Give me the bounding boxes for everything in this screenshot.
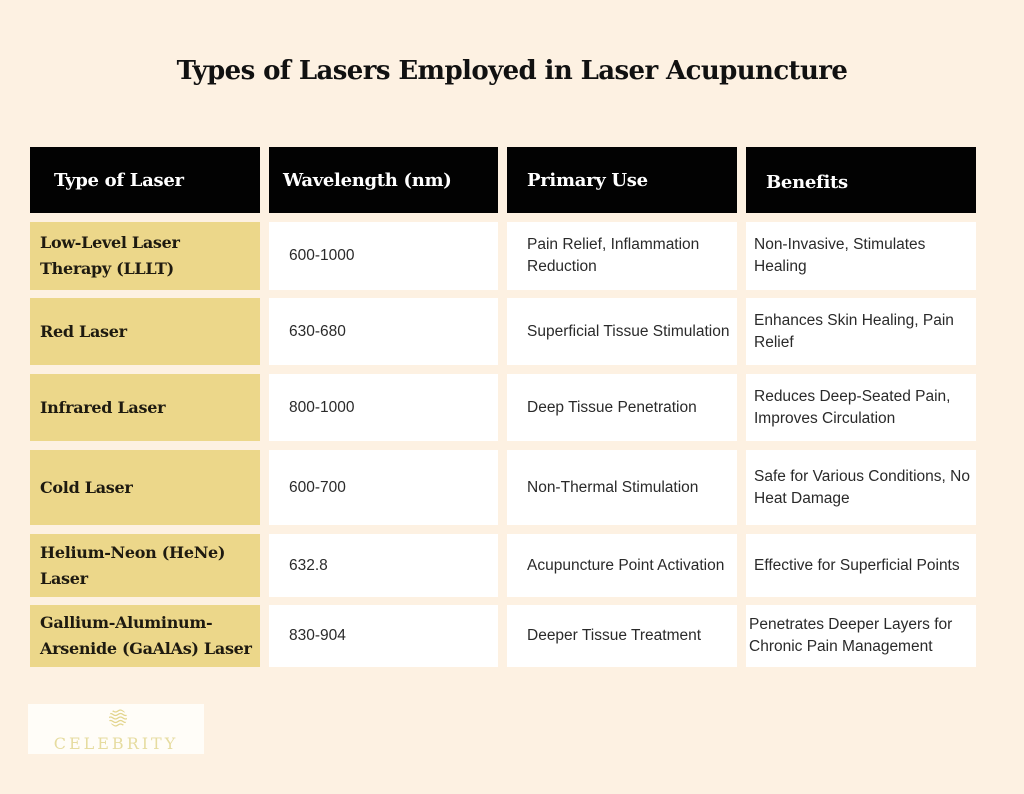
benefits-cell: Enhances Skin Healing, Pain Relief — [746, 298, 976, 365]
primary-use-cell: Acupuncture Point Activation — [507, 534, 737, 597]
page-title: Types of Lasers Employed in Laser Acupuncture — [176, 56, 848, 86]
wavelength-cell: 630-680 — [269, 298, 498, 365]
laser-type-cell: Gallium-Aluminum-Arsenide (GaAlAs) Laser — [30, 605, 260, 667]
laser-type-cell: Infrared Laser — [30, 374, 260, 441]
column-header-type: Type of Laser — [30, 147, 260, 213]
primary-use-cell: Pain Relief, Inflammation Reduction — [507, 222, 737, 290]
primary-use-cell: Deep Tissue Penetration — [507, 374, 737, 441]
laser-type-cell: Red Laser — [30, 298, 260, 365]
wavelength-cell: 830-904 — [269, 605, 498, 667]
column-header-benefits: Benefits — [746, 147, 976, 213]
wavelength-cell: 800-1000 — [269, 374, 498, 441]
primary-use-cell: Non-Thermal Stimulation — [507, 450, 737, 525]
laser-type-cell: Cold Laser — [30, 450, 260, 525]
laser-type-cell: Helium-Neon (HeNe) Laser — [30, 534, 260, 597]
column-header-primary-use: Primary Use — [507, 147, 737, 213]
wave-circle-icon — [108, 708, 128, 728]
brand-logo — [28, 704, 204, 754]
wavelength-cell: 600-700 — [269, 450, 498, 525]
primary-use-cell: Deeper Tissue Treatment — [507, 605, 737, 667]
benefits-cell: Effective for Superficial Points — [746, 534, 976, 597]
benefits-cell: Non-Invasive, Stimulates Healing — [746, 222, 976, 290]
benefits-cell: Safe for Various Conditions, No Heat Damage — [746, 450, 976, 525]
logo-text: CELEBRITY — [53, 734, 179, 753]
benefits-cell: Reduces Deep-Seated Pain, Improves Circulation — [746, 374, 976, 441]
wavelength-cell: 600-1000 — [269, 222, 498, 290]
primary-use-cell: Superficial Tissue Stimulation — [507, 298, 737, 365]
laser-type-cell: Low-Level Laser Therapy (LLLT) — [30, 222, 260, 290]
benefits-cell: Penetrates Deeper Layers for Chronic Pain Management — [746, 605, 976, 667]
column-header-wavelength: Wavelength (nm) — [269, 147, 498, 213]
wavelength-cell: 632.8 — [269, 534, 498, 597]
